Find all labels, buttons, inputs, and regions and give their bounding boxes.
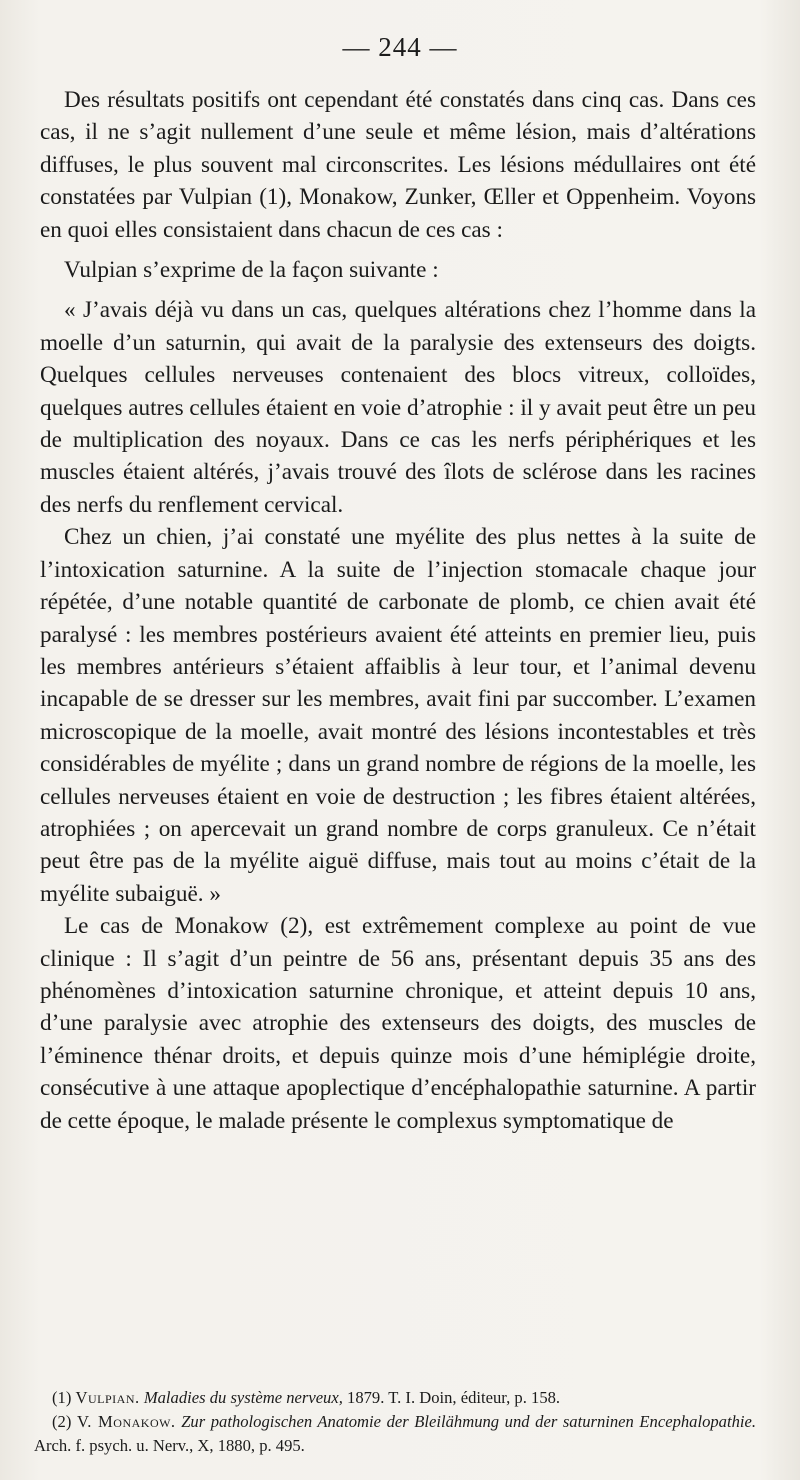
page-number: — 244 — — [342, 32, 458, 62]
footnote-1-mark: (1) — [52, 1388, 72, 1407]
footnote-2-rest: Arch. f. psych. u. Nerv., X, 1880, p. 495. — [34, 1436, 305, 1455]
footnote-1-title: Maladies du système nerveux, — [143, 1388, 343, 1407]
body-text — [40, 84, 756, 1137]
paragraph-3-quote: « J’avais déjà vu dans un cas, quelques altérations chez l’homme dans la moelle d’un saturnin, qui avait de la paralysie des extenseurs des doigts. Quelques cellules nerveuses contenaient des blocs vitreux, colloïdes, quelques autres cellules étaient en voie d’atrophie : il y avait peut être un peu de multiplication des noyaux. Dans ce cas les nerfs périphériques et les muscles étaient altérés, j’avais trouvé des îlots de sclérose dans les racines des nerfs du renflement cervical. — [40, 297, 756, 518]
paragraph-2: Vulpian s’exprime de la façon suivante : — [64, 257, 439, 284]
footnote-2-mark: (2) — [52, 1412, 72, 1431]
footnote-1-author: Vulpian. — [75, 1388, 140, 1407]
paragraph-5: Le cas de Monakow (2), est extrêmement complexe au point de vue clinique : Il s’agit d’un peintre de 56 ans, présentant depuis 35 ans des phénomènes d’intoxication saturnine chronique, et atteint depuis 10 ans, d’une paralysie avec atrophie des extenseurs des doigts, des muscles de l’éminence thénar droits, et depuis quinze mois d’une hémiplégie droite, consécutive à une attaque apoplectique d’encéphalopathie saturnine. A partir de cette époque, le malade présente le complexus symptomatique de — [40, 913, 756, 1134]
footnotes — [34, 1386, 756, 1458]
footnote-2-title: Zur pathologischen Anatomie der Bleilähmung und der saturninen Encephalopathie. — [181, 1412, 757, 1431]
paragraph-1: Des résultats positifs ont cependant été constatés dans cinq cas. Dans ces cas, il ne s’agit nullement d’une seule et même lésion, mais d’altérations diffuses, le plus souvent mal circonscrites. Les lésions médullaires ont été constatées par Vulpian (1), Monakow, Zunker, Œller et Oppenheim. Voyons en quoi elles consistaient dans chacun de ces cas : — [40, 87, 756, 243]
paragraph-4-quote: Chez un chien, j’ai constaté une myélite des plus nettes à la suite de l’intoxication saturnine. A la suite de l’injection stomacale chaque jour répétée, d’une notable quantité de carbonate de plomb, ce chien avait été paralysé : les membres postérieurs avaient été atteints en premier lieu, puis les membres antérieurs s’étaient affaiblis à leur tour, et l’animal devenu incapable de se dresser sur les membres, avait fini par succomber. L’examen microscopique de la moelle, avait montré des lésions incontestables et très considérables de myélite ; dans un grand nombre de régions de la moelle, les cellules nerveuses étaient en voie de destruction ; les fibres étaient altérées, atrophiées ; on apercevait un grand nombre de corps granuleux. Ce n’était peut être pas de la myélite aiguë diffuse, mais tout au moins c’était de la myélite subaiguë. » — [40, 524, 756, 907]
footnote-1-rest: 1879. T. I. Doin, éditeur, p. 158. — [347, 1388, 561, 1407]
footnote-1 — [34, 1386, 756, 1410]
footnote-2 — [34, 1410, 756, 1458]
footnote-2-author: V. Monakow. — [76, 1412, 176, 1431]
